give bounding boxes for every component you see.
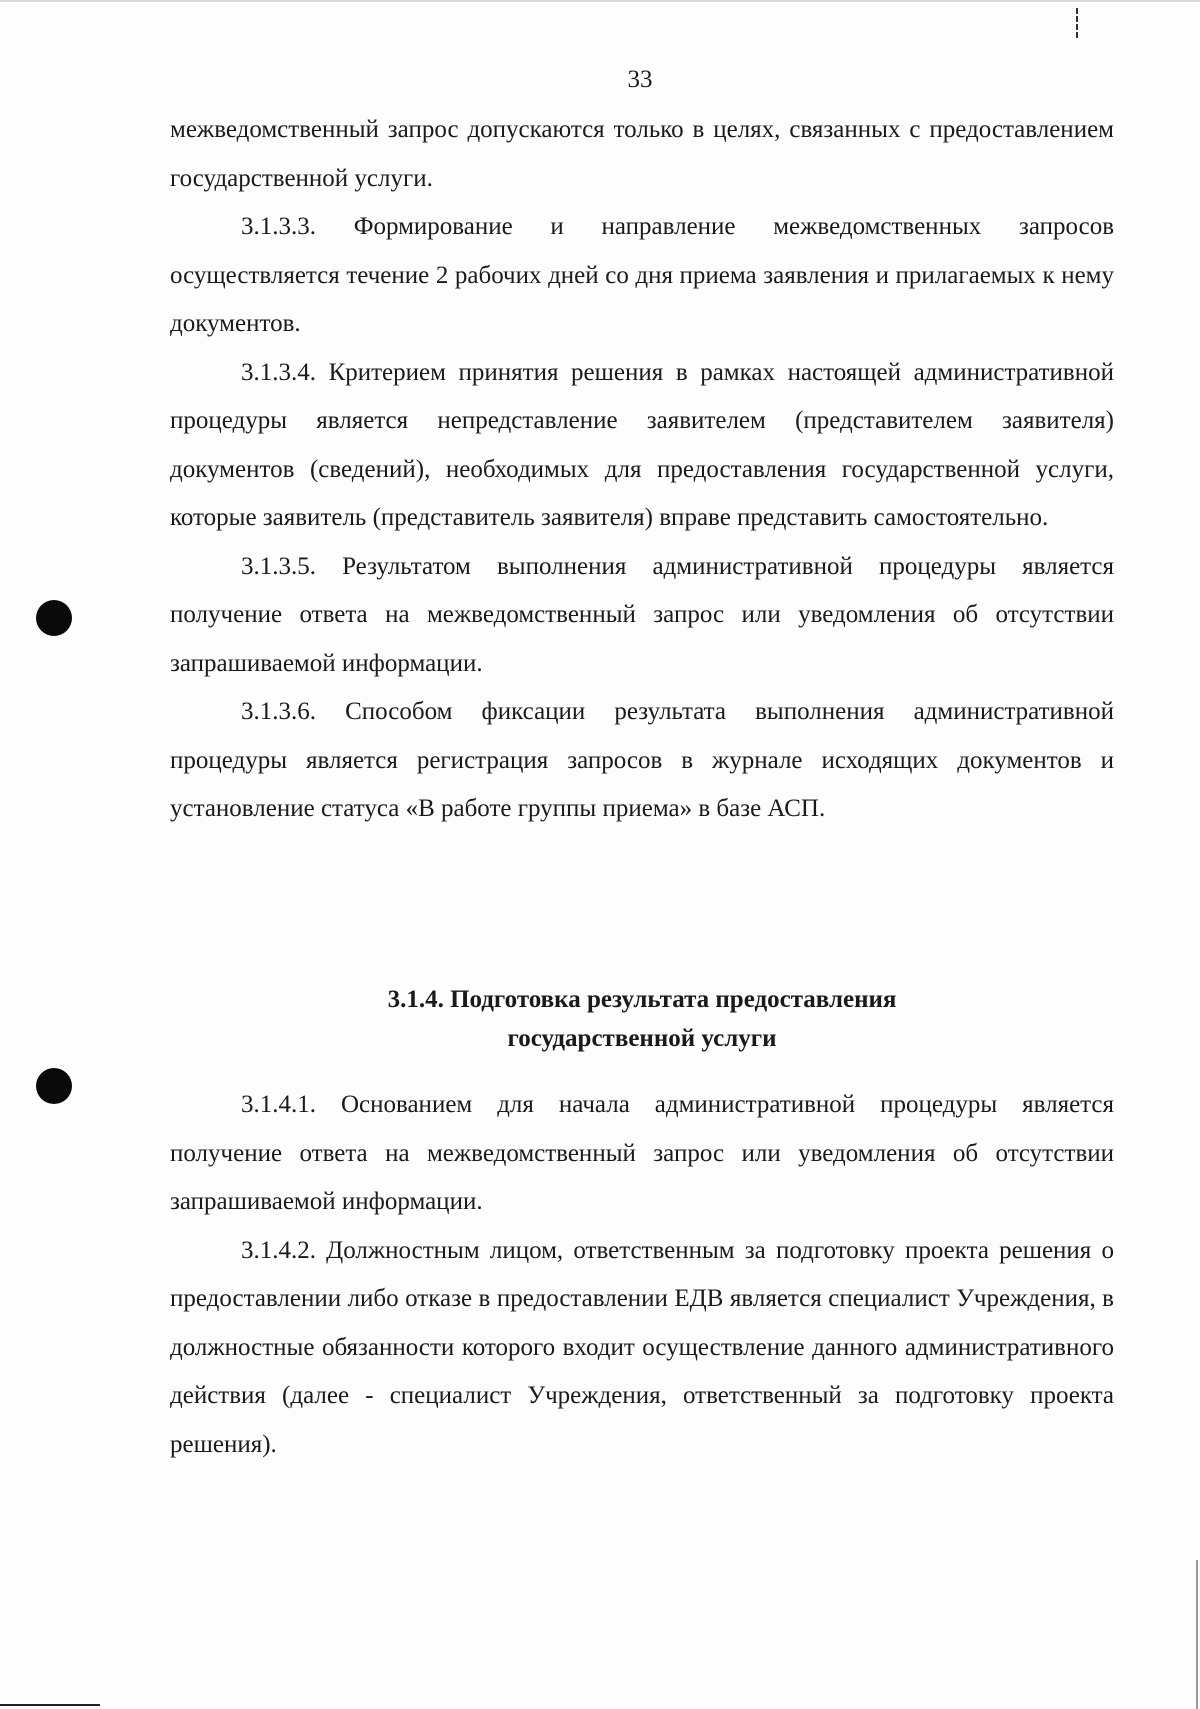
section-heading-line-1: 3.1.4. Подготовка результата предоставления: [387, 986, 897, 1013]
scan-edge-right: [1196, 1560, 1198, 1709]
paragraph-3-1-4-1: 3.1.4.1. Основанием для начала административной процедуры является получение ответа на межведомственный запрос или уведомления об отсутствии запрашиваемой информации.: [170, 1091, 1114, 1215]
paragraph-continuation: межведомственный запрос допускаются только в целях, связанных с предоставлением государственной услуги.: [170, 116, 1114, 192]
paragraph-3-1-3-3: 3.1.3.3. Формирование и направление межведомственных запросов осуществляется течение 2 рабочих дней со дня приема заявления и прилагаемых к нему документов.: [170, 213, 1114, 337]
section-heading: [170, 980, 1114, 1058]
scan-edge-bottom: [0, 1704, 100, 1706]
scan-tick-mark: [1076, 8, 1080, 38]
scan-edge-top: [0, 0, 1200, 2]
paragraph-3-1-4-2: 3.1.4.2. Должностным лицом, ответственным за подготовку проекта решения о предоставлении либо отказе в предоставлении ЕДВ является специалист Учреждения, в должностные обязанности которого входит осуществление данного административного действия (далее - специалист Учреждения, ответственный за подготовку проекта решения).: [170, 1236, 1114, 1458]
paragraph-3-1-3-4: 3.1.3.4. Критерием принятия решения в рамках настоящей административной процедуры является непредставление заявителем (представителем заявителя) документов (сведений), необходимых для предоставления государственной услуги, которые заявитель (представитель заявителя) вправе представить самостоятельно.: [170, 358, 1114, 531]
punch-hole-top: [36, 600, 72, 636]
body-text-lower: [170, 1081, 1114, 1469]
body-text-upper: [170, 106, 1114, 834]
paragraph-3-1-3-5: 3.1.3.5. Результатом выполнения административной процедуры является получение ответа на межведомственный запрос или уведомления об отсутствии запрашиваемой информации.: [170, 552, 1114, 677]
page-number: 33: [627, 66, 653, 93]
section-heading-line-2: государственной услуги: [507, 1025, 777, 1052]
paragraph-3-1-3-6: 3.1.3.6. Способом фиксации результата выполнения административной процедуры является регистрация запросов в журнале исходящих документов и установление статуса «В работе группы приема» в базе АСП.: [170, 698, 1114, 822]
punch-hole-bottom: [36, 1068, 72, 1104]
